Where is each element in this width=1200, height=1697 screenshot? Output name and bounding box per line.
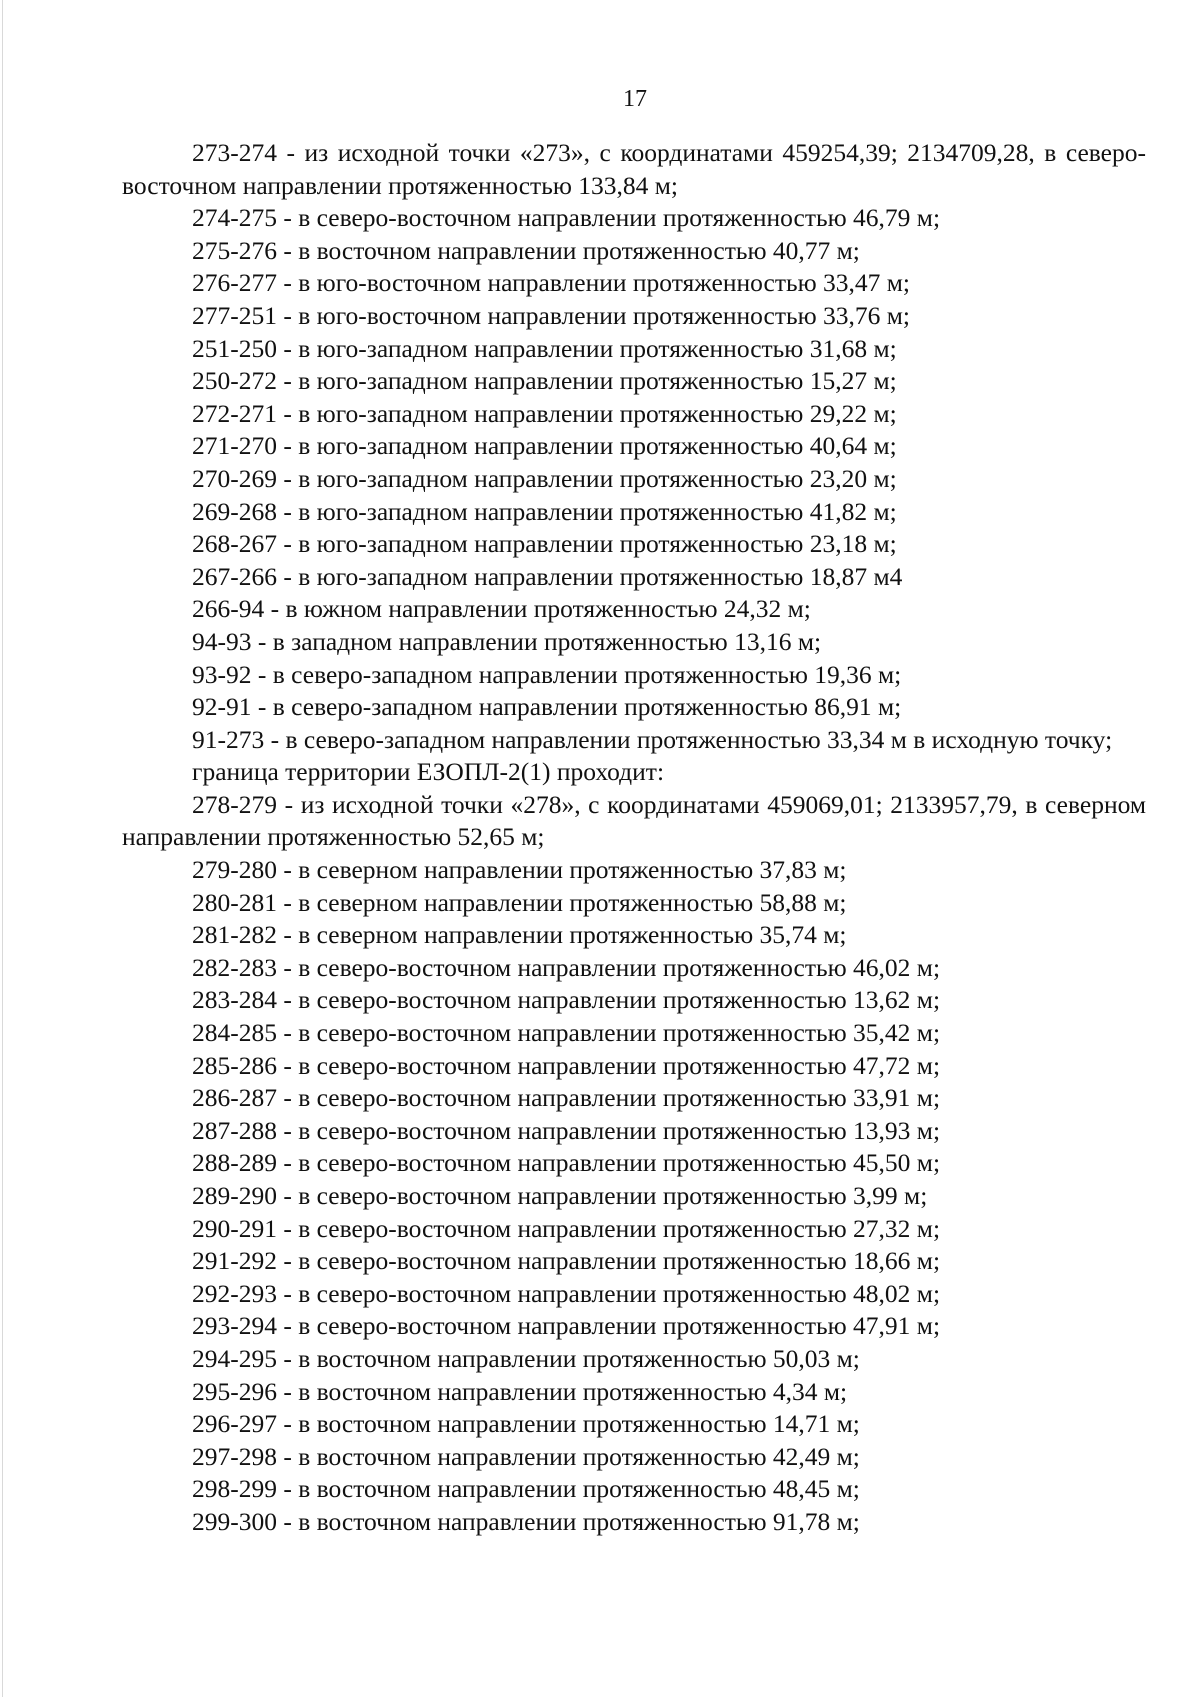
boundary-segment-paragraph: 292-293 - в северо-восточном направлении протяженностью 48,02 м; (192, 1278, 941, 1308)
boundary-segment-paragraph: 251-250 - в юго-западном направлении протяженностью 31,68 м; (192, 333, 897, 363)
boundary-segment-paragraph: 298-299 - в восточном направлении протяженностью 48,45 м; (192, 1474, 860, 1504)
boundary-segment-paragraph: 295-296 - в восточном направлении протяженностью 4,34 м; (192, 1376, 848, 1406)
boundary-segment-paragraph: 291-292 - в северо-восточном направлении протяженностью 18,66 м; (192, 1246, 941, 1276)
boundary-segment-paragraph: 279-280 - в северном направлении протяженностью 37,83 м; (192, 855, 847, 885)
boundary-segment-paragraph: 283-284 - в северо-восточном направлении протяженностью 13,62 м; (192, 985, 941, 1015)
boundary-segment-paragraph: 272-271 - в юго-западном направлении протяженностью 29,22 м; (192, 398, 897, 428)
boundary-segment-paragraph: 290-291 - в северо-восточном направлении протяженностью 27,32 м; (192, 1213, 941, 1243)
boundary-segment-paragraph: 282-283 - в северо-восточном направлении протяженностью 46,02 м; (192, 952, 941, 982)
boundary-segment-paragraph: 280-281 - в северном направлении протяженностью 58,88 м; (192, 887, 847, 917)
boundary-segment-paragraph: 267-266 - в юго-западном направлении протяженностью 18,87 м4 (192, 561, 903, 591)
boundary-segment-paragraph: 250-272 - в юго-западном направлении протяженностью 15,27 м; (192, 366, 897, 396)
document-body (122, 137, 1146, 1539)
boundary-segment-paragraph: граница территории ЕЗОПЛ-2(1) проходит: (192, 757, 665, 787)
boundary-segment-paragraph: 285-286 - в северо-восточном направлении протяженностью 47,72 м; (192, 1050, 941, 1080)
boundary-segment-paragraph: 275-276 - в восточном направлении протяженностью 40,77 м; (192, 235, 860, 265)
boundary-segment-paragraph: 287-288 - в северо-восточном направлении протяженностью 13,93 м; (192, 1115, 941, 1145)
boundary-segment-paragraph: 93-92 - в северо-западном направлении протяженностью 19,36 м; (192, 659, 902, 689)
page-number: 17 (623, 86, 647, 112)
boundary-segment-paragraph: 273-274 - из исходной точки «273», с координатами 459254,39; 2134709,28, в северо-восточном направлении протяженностью 133,84 м; (122, 138, 1146, 200)
boundary-segment-paragraph: 274-275 - в северо-восточном направлении протяженностью 46,79 м; (192, 203, 941, 233)
boundary-segment-paragraph: 288-289 - в северо-восточном направлении протяженностью 45,50 м; (192, 1148, 941, 1178)
boundary-segment-paragraph: 294-295 - в восточном направлении протяженностью 50,03 м; (192, 1343, 860, 1373)
boundary-segment-paragraph: 299-300 - в восточном направлении протяженностью 91,78 м; (192, 1506, 860, 1536)
boundary-segment-paragraph: 286-287 - в северо-восточном направлении протяженностью 33,91 м; (192, 1083, 941, 1113)
boundary-segment-paragraph: 266-94 - в южном направлении протяженностью 24,32 м; (192, 594, 811, 624)
boundary-segment-paragraph: 297-298 - в восточном направлении протяженностью 42,49 м; (192, 1441, 860, 1471)
boundary-segment-paragraph: 293-294 - в северо-восточном направлении протяженностью 47,91 м; (192, 1311, 941, 1341)
boundary-segment-paragraph: 278-279 - из исходной точки «278», с координатами 459069,01; 2133957,79, в северном направлении протяженностью 52,65 м; (122, 789, 1146, 852)
boundary-segment-paragraph: 271-270 - в юго-западном направлении протяженностью 40,64 м; (192, 431, 897, 461)
boundary-segment-paragraph: 296-297 - в восточном направлении протяженностью 14,71 м; (192, 1409, 860, 1439)
boundary-segment-paragraph: 270-269 - в юго-западном направлении протяженностью 23,20 м; (192, 463, 897, 493)
boundary-segment-paragraph: 289-290 - в северо-восточном направлении протяженностью 3,99 м; (192, 1181, 928, 1210)
boundary-segment-paragraph: 284-285 - в северо-восточном направлении протяженностью 35,42 м; (192, 1018, 941, 1048)
boundary-segment-paragraph: 94-93 - в западном направлении протяженностью 13,16 м; (192, 626, 822, 656)
boundary-segment-paragraph: 91-273 - в северо-западном направлении протяженностью 33,34 м в исходную точку; (192, 724, 1113, 754)
boundary-segment-paragraph: 269-268 - в юго-западном направлении протяженностью 41,82 м; (192, 496, 897, 526)
boundary-segment-paragraph: 276-277 - в юго-восточном направлении протяженностью 33,47 м; (192, 268, 910, 298)
boundary-segment-paragraph: 268-267 - в юго-западном направлении протяженностью 23,18 м; (192, 529, 897, 559)
scan-edge-line (2, 0, 3, 1697)
boundary-segment-paragraph: 281-282 - в северном направлении протяженностью 35,74 м; (192, 920, 847, 950)
boundary-segment-paragraph: 92-91 - в северо-западном направлении протяженностью 86,91 м; (192, 692, 902, 722)
boundary-segment-paragraph: 277-251 - в юго-восточном направлении протяженностью 33,76 м; (192, 300, 910, 330)
